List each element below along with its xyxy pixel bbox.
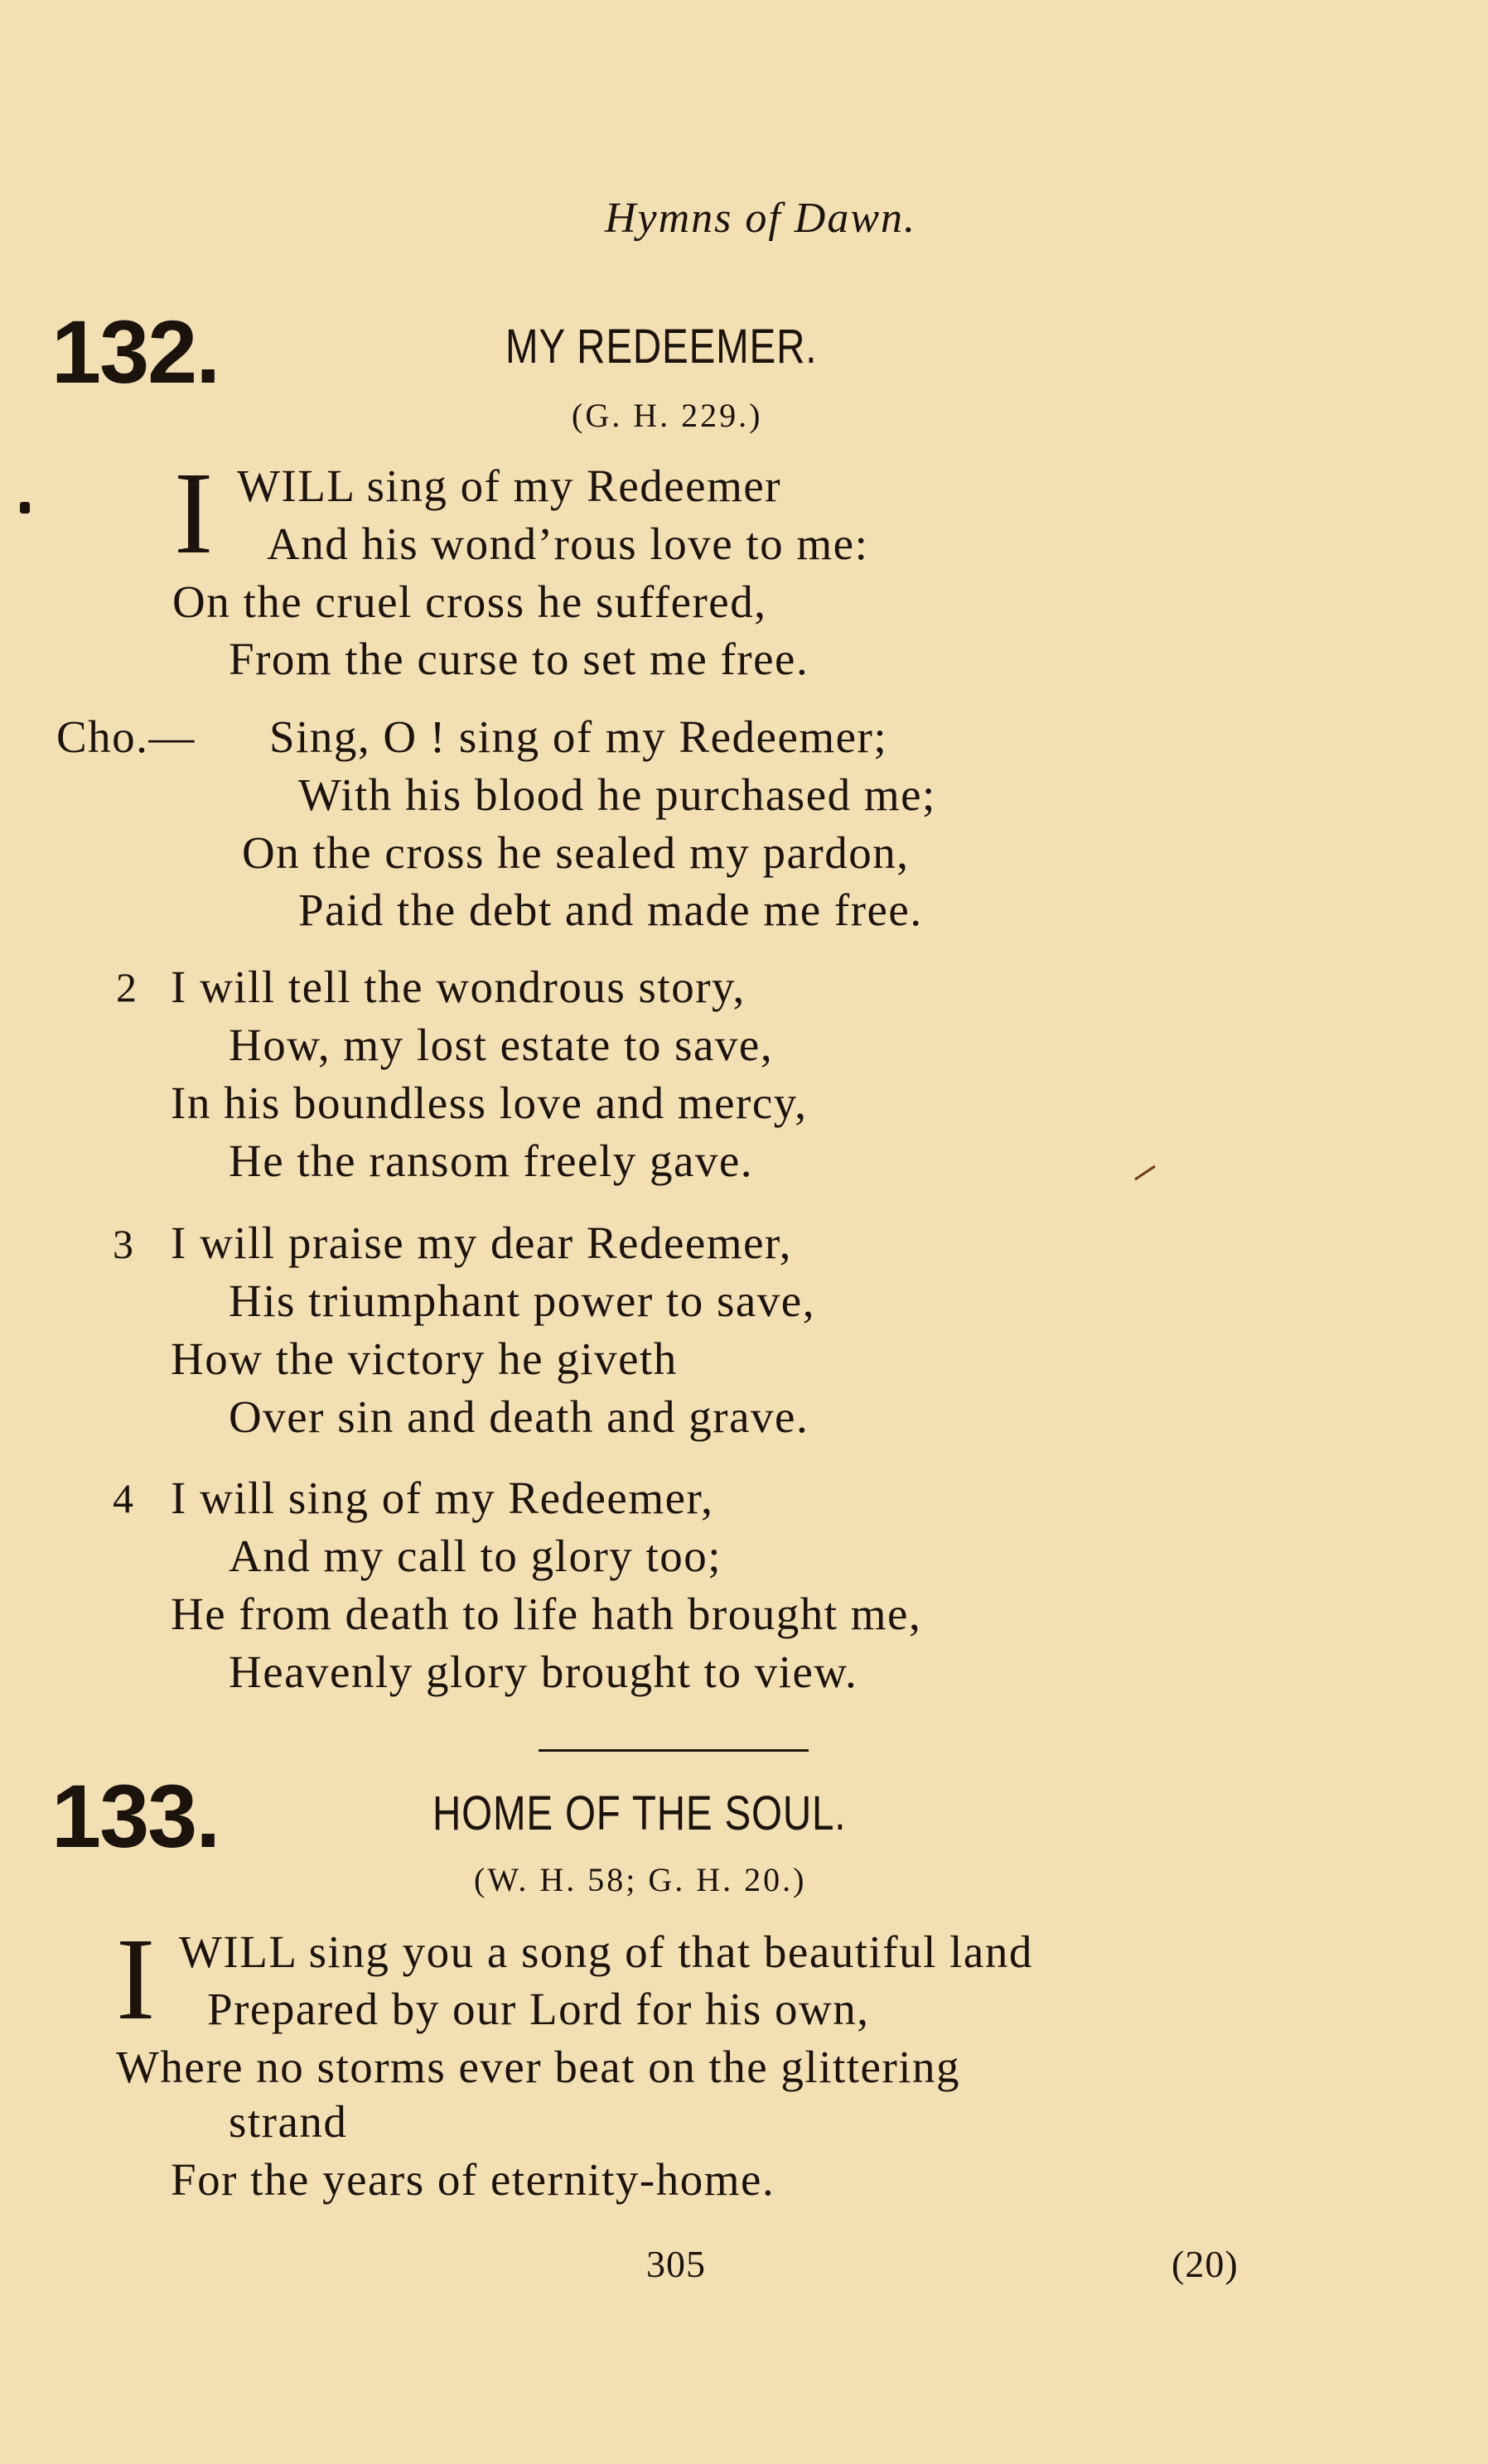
verse-line: Where no storms ever beat on the glittering [116, 2042, 961, 2092]
verse-line: How, my lost estate to save, [229, 1020, 774, 1070]
verse-line: From the curse to set me free. [229, 634, 809, 684]
verse-line: WILL sing you a song of that beautiful land [179, 1926, 1033, 1977]
verse-number: 2 [116, 964, 137, 1010]
verse-line: strand [229, 2096, 348, 2147]
verse-line: He the ransom freely gave. [229, 1136, 754, 1186]
running-header: Hymns of Dawn. [604, 195, 917, 242]
verse-line: And his wond’rous love to me: [267, 518, 869, 569]
verse-line: For the years of eternity-home. [171, 2154, 775, 2205]
page-number: 305 [646, 2243, 706, 2285]
hymn-number: 132. [51, 301, 220, 402]
verse-line: I will sing of my Redeemer, [171, 1473, 714, 1523]
verse-line: Heavenly glory brought to view. [229, 1647, 858, 1697]
chorus-line: With his blood he purchased me; [298, 769, 936, 820]
chorus-line: Sing, O ! sing of my Redeemer; [269, 711, 888, 762]
verse-line: I will tell the wondrous story, [171, 962, 746, 1012]
drop-cap: I [116, 1913, 156, 2044]
verse-line: How the victory he giveth [171, 1333, 678, 1384]
verse-line: On the cruel cross he suffered, [172, 576, 767, 627]
verse-line: He from death to life hath brought me, [171, 1589, 922, 1639]
ink-speck-mark [20, 502, 30, 514]
chorus-label: Cho.— [56, 711, 196, 762]
verse-line: His triumphant power to save, [229, 1275, 815, 1326]
verse-line: I will praise my dear Redeemer, [171, 1218, 792, 1268]
verse-number: 3 [113, 1221, 133, 1267]
signature-mark: (20) [1172, 2243, 1239, 2285]
section-divider [539, 1749, 809, 1752]
verse-line: WILL sing of my Redeemer [237, 460, 782, 511]
drop-cap: I [174, 447, 214, 578]
verse-line: In his boundless love and mercy, [171, 1078, 808, 1128]
hymn-reference: (G. H. 229.) [572, 397, 763, 434]
verse-number: 4 [113, 1475, 133, 1521]
chorus-line: On the cross he sealed my pardon, [242, 827, 910, 878]
hymn-number: 133. [51, 1766, 220, 1866]
hymn-title: HOME OF THE SOUL. [432, 1787, 847, 1840]
hymn-title: MY REDEEMER. [505, 320, 818, 374]
chorus-line: Paid the debt and made me free. [298, 885, 923, 935]
pencil-tick-mark [1133, 1163, 1158, 1183]
verse-line: And my call to glory too; [229, 1531, 722, 1581]
hymn-reference: (W. H. 58; G. H. 20.) [474, 1861, 807, 1898]
verse-line: Over sin and death and grave. [229, 1391, 809, 1442]
verse-line: Prepared by our Lord for his own, [207, 1984, 870, 2034]
